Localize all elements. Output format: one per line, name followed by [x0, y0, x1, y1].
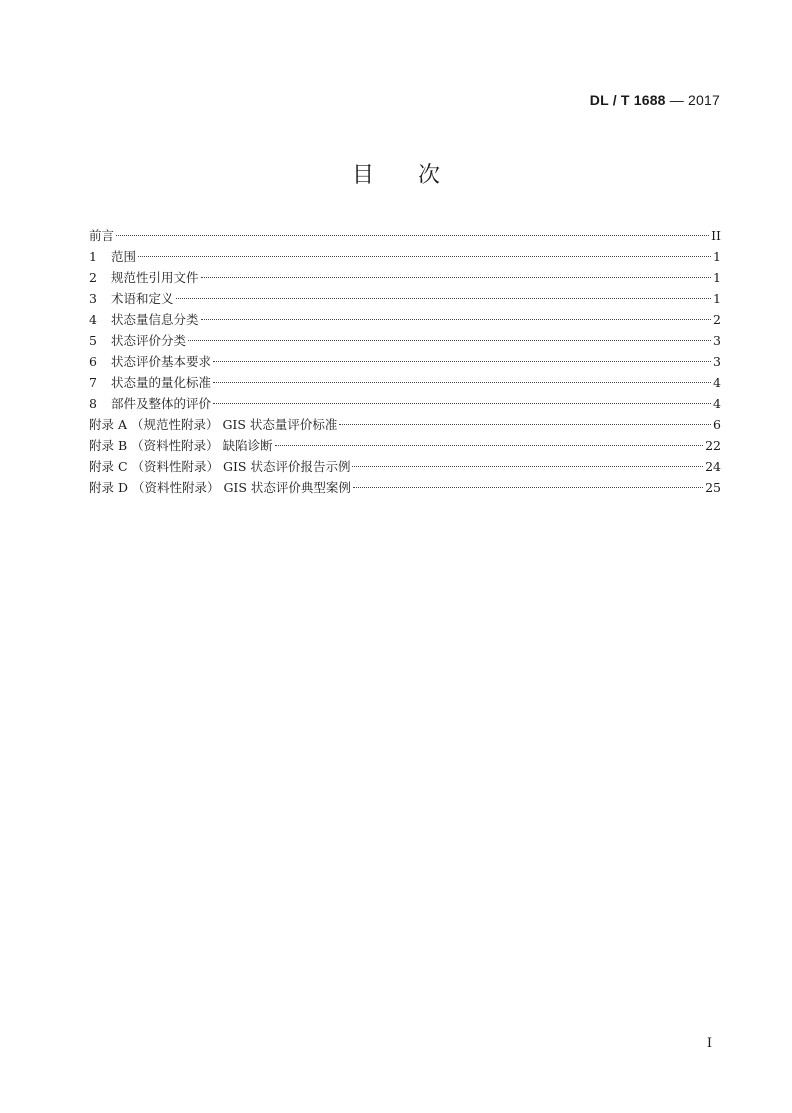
toc-entry-page: 2	[713, 312, 721, 327]
toc-entry-number: 3	[89, 291, 97, 306]
table-of-contents	[89, 225, 721, 498]
toc-entry-6[interactable]	[89, 351, 721, 372]
toc-dot-leader	[275, 445, 703, 446]
toc-dot-leader	[176, 298, 712, 299]
toc-dot-leader	[352, 466, 703, 467]
toc-entry-3[interactable]	[89, 288, 721, 309]
toc-entry-page: 1	[713, 270, 721, 285]
toc-entry-number: 7	[89, 375, 97, 390]
toc-entry-label: 状态评价分类	[111, 333, 187, 348]
toc-entry-label: 范围	[111, 249, 137, 264]
page-number: I	[706, 1036, 712, 1051]
toc-dot-leader	[201, 277, 712, 278]
toc-entry-1[interactable]	[89, 246, 721, 267]
toc-entry-label: 状态评价基本要求	[111, 354, 212, 369]
toc-entry-foreword[interactable]	[89, 225, 721, 246]
toc-entry-appendix-c[interactable]	[89, 456, 721, 477]
toc-entry-label: 附录 C （资料性附录） GIS 状态评价报告示例	[89, 459, 351, 474]
toc-entry-label: 前言	[89, 228, 115, 243]
toc-entry-page: II	[711, 228, 721, 243]
toc-dot-leader	[339, 424, 711, 425]
toc-entry-8[interactable]	[89, 393, 721, 414]
toc-entry-label: 部件及整体的评价	[111, 396, 212, 411]
toc-entry-label: 规范性引用文件	[111, 270, 199, 285]
toc-dot-leader	[353, 487, 703, 488]
toc-entry-appendix-b[interactable]	[89, 435, 721, 456]
toc-title-char-2: 次	[418, 163, 441, 188]
toc-entry-page: 1	[713, 291, 721, 306]
toc-entry-label: 状态量的量化标准	[111, 375, 212, 390]
toc-entry-page: 22	[705, 438, 721, 453]
toc-entry-2[interactable]	[89, 267, 721, 288]
toc-dot-leader	[213, 403, 711, 404]
toc-entry-label: 附录 A （规范性附录） GIS 状态量评价标准	[89, 417, 338, 432]
document-code-year: — 2017	[665, 92, 720, 108]
toc-entry-page: 3	[713, 333, 721, 348]
toc-entry-label: 附录 B （资料性附录） 缺陷诊断	[89, 438, 273, 453]
toc-entry-5[interactable]	[89, 330, 721, 351]
toc-entry-page: 3	[713, 354, 721, 369]
toc-entry-page: 6	[713, 417, 721, 432]
toc-entry-4[interactable]	[89, 309, 721, 330]
toc-dot-leader	[201, 319, 712, 320]
toc-dot-leader	[116, 235, 709, 236]
toc-entry-page: 4	[713, 375, 721, 390]
toc-entry-number: 4	[89, 312, 97, 327]
toc-entry-appendix-d[interactable]	[89, 477, 721, 498]
toc-title-char-1: 目	[351, 163, 374, 188]
document-code-number: DL / T 1688	[589, 92, 666, 108]
toc-entry-appendix-a[interactable]	[89, 414, 721, 435]
toc-entry-page: 4	[713, 396, 721, 411]
toc-dot-leader	[213, 361, 711, 362]
toc-entry-number: 6	[89, 354, 97, 369]
toc-entry-page: 1	[713, 249, 721, 264]
toc-entry-page: 25	[705, 480, 721, 495]
toc-entry-number: 1	[89, 249, 97, 264]
toc-entry-number: 8	[89, 396, 97, 411]
toc-entry-label: 状态量信息分类	[111, 312, 199, 327]
toc-entry-number: 2	[89, 270, 97, 285]
toc-entry-label: 术语和定义	[111, 291, 174, 306]
toc-entry-7[interactable]	[89, 372, 721, 393]
toc-entry-number: 5	[89, 333, 97, 348]
toc-dot-leader	[188, 340, 711, 341]
toc-dot-leader	[138, 256, 711, 257]
toc-dot-leader	[213, 382, 711, 383]
document-code	[590, 92, 720, 108]
toc-title	[0, 158, 792, 189]
toc-entry-label: 附录 D （资料性附录） GIS 状态评价典型案例	[89, 480, 351, 495]
toc-entry-page: 24	[705, 459, 721, 474]
